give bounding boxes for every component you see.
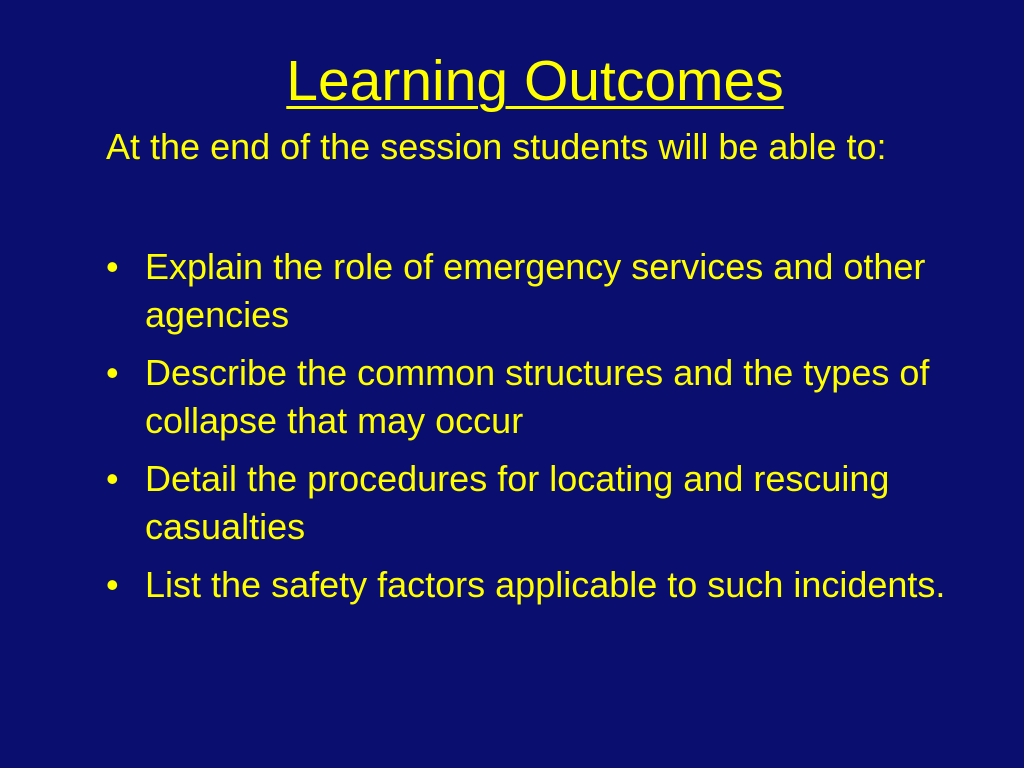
bullet-dot-icon: • [106, 352, 119, 393]
bullet-dot-icon: • [106, 246, 119, 287]
bullet-item [100, 243, 980, 339]
intro-text: At the end of the session students will be able to: [106, 126, 887, 167]
bullet-dot-icon: • [106, 564, 119, 605]
bullet-text: Explain the role of emergency services and other agencies [145, 246, 926, 335]
bullet-item [100, 561, 980, 609]
bullet-text: Detail the procedures for locating and rescuing casualties [145, 458, 890, 547]
bullet-text: List the safety factors applicable to such incidents. [145, 564, 946, 605]
bullet-dot-icon: • [106, 458, 119, 499]
learning-outcomes-list [100, 243, 980, 619]
bullet-item [100, 455, 980, 551]
bullet-text: Describe the common structures and the types of collapse that may occur [145, 352, 930, 441]
slide-title: Learning Outcomes [286, 49, 784, 113]
bullet-item [100, 349, 980, 445]
